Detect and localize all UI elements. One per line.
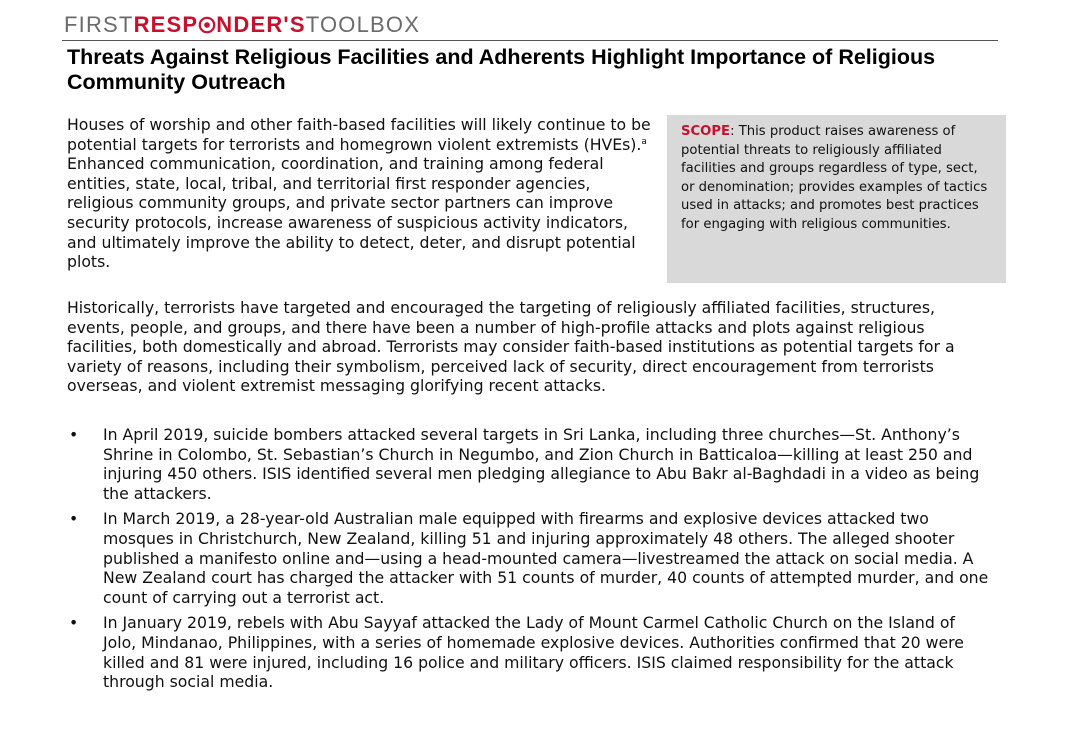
attack-examples-list [67, 425, 992, 698]
intro-text-continued: Enhanced communication, coordination, and training among federal entities, state, local, tribal, and territorial first responder agencies, religious community groups, and private sector partners can improve security protocols, increase awareness of suspicious activity indicators, and ultimately improve the ability to detect, deter, and disrupt potential plots. [67, 154, 636, 272]
bullet-dot-icon: • [69, 425, 79, 444]
scope-label: SCOPE [681, 124, 731, 139]
history-paragraph: Historically, terrorists have targeted and encouraged the targeting of religiously affiliated facilities, structures, events, people, and groups, and there have been a number of high-profile attacks and plots against religious facilities, both domestically and abroad. Terrorists may consider faith-based institutions as potential targets for a variety of reasons, including their symbolism, perceived lack of security, direct encouragement from terrorists overseas, and violent extremist messaging glorifying recent attacks. [67, 298, 955, 396]
list-item-text: In April 2019, suicide bombers attacked several targets in Sri Lanka, including three churches—St. Anthony’s Shrine in Colombo, St. Sebastian’s Church in Negumbo, and Zion Church in Batticaloa—killing at least 250 and injuring 450 others. ISIS identified several men pledging allegiance to Abu Bakr al-Baghdadi in a video as being the attackers. [103, 425, 980, 503]
logo-text-resp: RESP [133, 12, 199, 37]
intro-text: Houses of worship and other faith-based facilities will likely continue to be potential targets for terrorists and homegrown violent extremists (HVEs). [67, 115, 651, 154]
list-item-text: In January 2019, rebels with Abu Sayyaf attacked the Lady of Mount Carmel Catholic Church on the Island of Jolo, Mindanao, Philippines, with a series of homemade explosive devices. Authorities confirmed that 20 were killed and 81 were injured, including 16 police and military officers. ISIS claimed responsibility for the attack through social media. [103, 613, 964, 692]
scope-text: : This product raises awareness of potential threats to religiously affiliated facilities and groups regardless of type, sect, or denomination; provides examples of tactics used in attacks; and promotes best practices for engaging with religious communities. [681, 124, 988, 232]
list-item [67, 613, 992, 691]
document-title: Threats Against Religious Facilities and Adherents Highlight Importance of Religious Community Outreach [67, 45, 936, 94]
list-item [67, 509, 992, 607]
logo-text-first: FIRST [64, 12, 134, 37]
scope-box [667, 115, 1006, 283]
footnote-marker: a [641, 136, 647, 147]
masthead [62, 12, 998, 41]
target-o-icon [198, 12, 216, 37]
bullet-dot-icon: • [69, 509, 79, 529]
bullet-dot-icon: • [69, 613, 79, 633]
list-item [67, 425, 992, 503]
logo-text-nders: NDER'S [216, 12, 306, 37]
logo-text-toolbox: TOOLBOX [305, 12, 421, 37]
firstresponders-toolbox-logo [64, 12, 420, 38]
list-item-text: In March 2019, a 28-year-old Australian male equipped with firearms and explosive devices attacked two mosques in Christchurch, New Zealand, killing 51 and injuring approximately 48 others. The alleged shooter published a manifesto online and—using a head-mounted camera—livestreamed the attack on social media. A New Zealand court has charged the attacker with 51 counts of murder, 40 counts of attempted murder, and one count of carrying out a terrorist act. [103, 509, 989, 607]
intro-paragraph [67, 115, 657, 272]
